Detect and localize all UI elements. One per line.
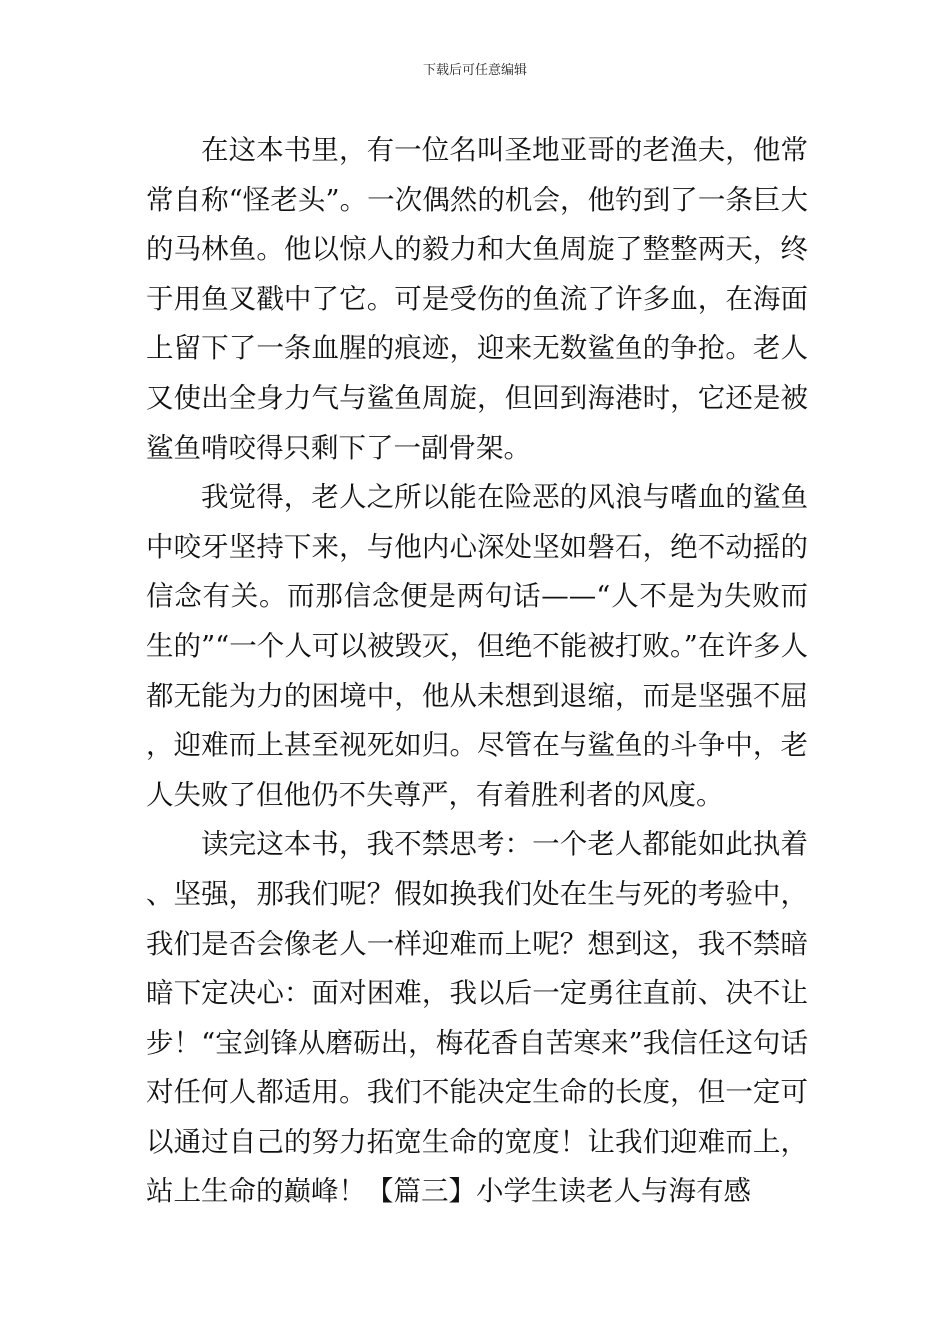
page-header: 下载后可任意编辑 (422, 63, 527, 78)
paragraph-3: 读完这本书，我不禁思考：一个老人都能如此执着、坚强，那我们呢？假如换我们处在生与死的考验中，我们是否会像老人一样迎难而上呢？想到这，我不禁暗暗下定决心：面对困难，我以后一定勇往直前、决不让步！“宝剑锋从磨砺出，梅花香自苦寒来”我信任这句话对任何人都适用。我们不能决定生命的长度，但一定可以通过自己的努力拓宽生命的宽度！让我们迎难而上，站上生命的巅峰！【篇三】小学生读老人与海有感 (146, 828, 808, 1208)
paragraph-2: 我觉得，老人之所以能在险恶的风浪与嗜血的鲨鱼中咬牙坚持下来，与他内心深处坚如磐石，绝不动摇的信念有关。而那信念便是两句话——“人不是为失败而生的”“一个人可以被毁灭，但绝不能被打败。”在许多人都无能为力的困境中，他从未想到退缩，而是坚强不屈，迎难而上甚至视死如归。尽管在与鲨鱼的斗争中，老人失败了但他仍不失尊严，有着胜利者的风度。 (146, 481, 808, 811)
document-body (146, 126, 808, 1217)
paragraph-1: 在这本书里，有一位名叫圣地亚哥的老渔夫，他常常自称“怪老头”。一次偶然的机会，他钓到了一条巨大的马林鱼。他以惊人的毅力和大鱼周旋了整整两天，终于用鱼叉戳中了它。可是受伤的鱼流了许多血，在海面上留下了一条血腥的痕迹，迎来无数鲨鱼的争抢。老人又使出全身力气与鲨鱼周旋，但回到海港时，它还是被鲨鱼啃咬得只剩下了一副骨架。 (146, 134, 808, 464)
